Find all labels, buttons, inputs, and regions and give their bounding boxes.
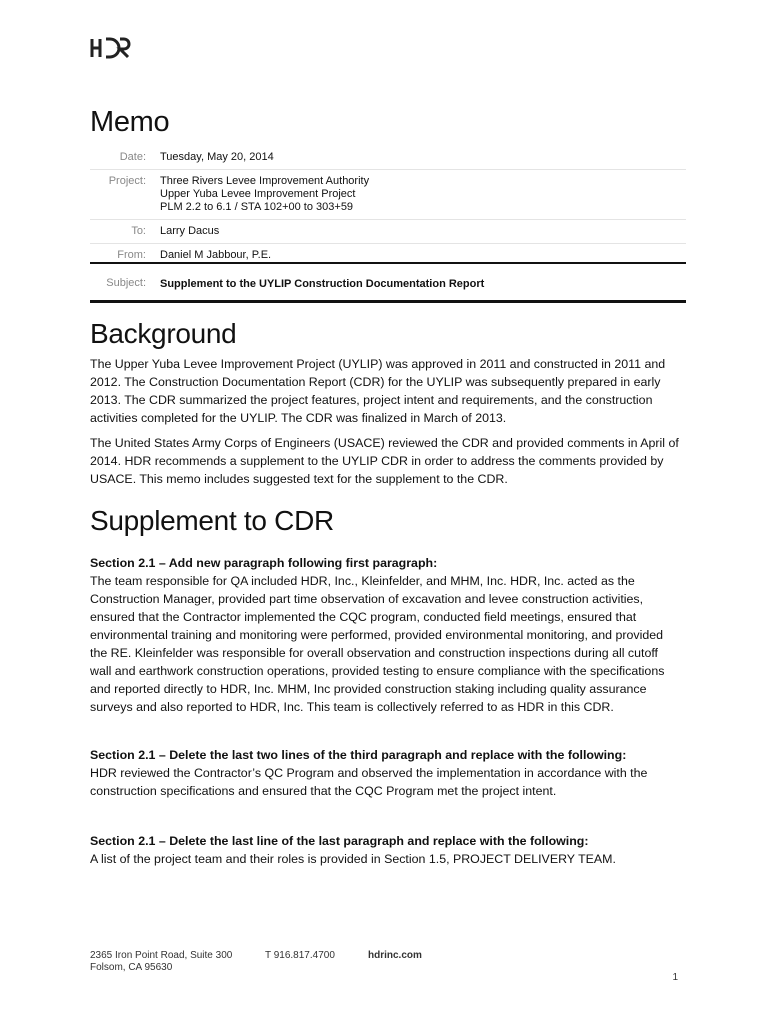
background-heading: Background bbox=[90, 318, 237, 349]
subject-rule-top bbox=[90, 262, 686, 264]
date-value: Tuesday, May 20, 2014 bbox=[160, 151, 274, 163]
subject-row bbox=[90, 276, 484, 291]
to-row bbox=[90, 220, 686, 244]
to-value: Larry Dacus bbox=[160, 225, 220, 237]
address-line: Folsom, CA 95630 bbox=[90, 962, 173, 973]
section-title: Section 2.1 – Add new paragraph following first paragraph: bbox=[90, 556, 438, 570]
address-line: 2365 Iron Point Road, Suite 300 bbox=[90, 950, 233, 961]
section-body: The team responsible for QA included HDR, Inc., Kleinfelder, and MHM, Inc. HDR, Inc. acted as the Construction Manager, provided part time observation of excavation and levee construction activities, ensured that the Contractor implemented the CQC program, conducted field meetings, ensured that environmental training and monitoring were performed, provided environmental monitoring, and provided the RE. Kleinfelder was responsible for overall observation and construction inspections during all cutoff wall and earthwork construction operations, provided testing to ensure compliance with the specifications and reported directly to HDR, Inc. MHM, Inc provided construction staking including quality assurance surveys and also reported to HDR, Inc. This team is collectively referred to as HDR in this CDR. bbox=[90, 574, 665, 714]
date-row bbox=[90, 146, 686, 170]
supplement-heading: Supplement to CDR bbox=[90, 505, 334, 536]
supplement-section bbox=[90, 832, 680, 868]
subject-rule-bottom bbox=[90, 300, 686, 303]
section-title: Section 2.1 – Delete the last line of the last paragraph and replace with the following: bbox=[90, 834, 589, 848]
supplement-section bbox=[90, 554, 680, 716]
subject-label: Subject: bbox=[106, 277, 146, 289]
project-line: Three Rivers Levee Improvement Authority bbox=[160, 175, 370, 187]
footer-phone: T 916.817.4700 bbox=[265, 950, 335, 961]
memo-title: Memo bbox=[90, 106, 170, 138]
section-body: HDR reviewed the Contractor’s QC Program and observed the implementation in accordance with the construction specifications and ensured that the CQC Program met the project intent. bbox=[90, 766, 648, 798]
page-number: 1 bbox=[672, 972, 678, 983]
date-label: Date: bbox=[119, 151, 146, 163]
to-label: To: bbox=[131, 225, 146, 237]
project-line: PLM 2.2 to 6.1 / STA 102+00 to 303+59 bbox=[160, 201, 354, 213]
section-title: Section 2.1 – Delete the last two lines of the third paragraph and replace with the following: bbox=[90, 748, 627, 762]
footer-address bbox=[90, 950, 232, 974]
project-line: Upper Yuba Levee Improvement Project bbox=[160, 188, 356, 200]
footer-website[interactable]: hdrinc.com bbox=[368, 950, 422, 961]
memo-meta-table bbox=[90, 146, 686, 267]
from-value: Daniel M Jabbour, P.E. bbox=[160, 249, 272, 261]
subject-value: Supplement to the UYLIP Construction Documentation Report bbox=[160, 278, 485, 290]
supplement-section bbox=[90, 746, 680, 800]
from-label: From: bbox=[117, 249, 146, 261]
background-paragraph: The United States Army Corps of Engineers (USACE) reviewed the CDR and provided comments in April of 2014. HDR recommends a supplement to the UYLIP CDR in order to address the comments provided by USACE. This memo includes suggested text for the supplement to the CDR. bbox=[90, 436, 679, 486]
project-label: Project: bbox=[108, 175, 146, 187]
section-body: A list of the project team and their roles is provided in Section 1.5, PROJECT DELIVERY TEAM. bbox=[90, 852, 616, 866]
hdr-logo bbox=[90, 37, 132, 59]
project-value bbox=[160, 174, 369, 214]
background-paragraph: The Upper Yuba Levee Improvement Project (UYLIP) was approved in 2011 and constructed in 2011 and 2012. The Construction Documentation Report (CDR) for the UYLIP was subsequently prepared in early 2013. The CDR summarized the project features, project intent and requirements, and the construction activities completed for the UYLIP. The CDR was finalized in March of 2013. bbox=[90, 357, 666, 425]
project-row bbox=[90, 170, 686, 220]
